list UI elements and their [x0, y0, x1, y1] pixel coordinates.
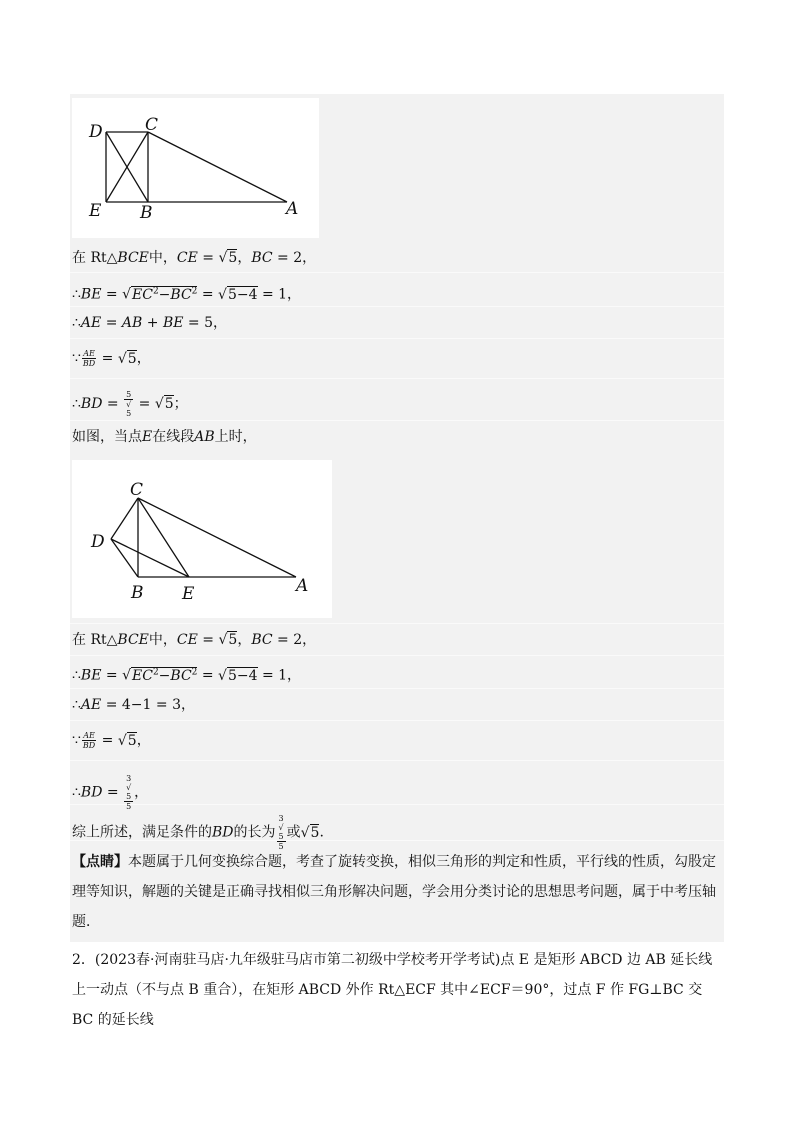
case1-line3: ∴AE = AB + BE = 5， — [72, 315, 228, 331]
label-d: D — [91, 532, 105, 552]
comment-text: 本题属于几何变换综合题，考查了旋转变换，相似三角形的判定和性质，平行线的性质，勾股定理等知识，解题的关键是正确寻找相似三角形解决问题，学会用分类讨论的思想思考问题，属于中考压轴题． — [72, 854, 716, 930]
label-d: D — [89, 122, 103, 142]
summary-line: 综上所述，满足条件的BD的长为 3 √ 5 5 或√5. — [72, 814, 324, 851]
case2-line5: ∴BD = 3 √ 5 5 ， — [72, 774, 149, 811]
segment-ca — [138, 498, 296, 577]
case2-line4: ∵ $\frac{AE}{BD}$ = √5， — [72, 731, 151, 750]
label-a: A — [296, 576, 309, 596]
case1-line5: ∴BD = 5 √ 5 = √5； — [72, 390, 188, 418]
label-a: A — [286, 199, 299, 219]
transition-line: 如图，当点E在线段AB上时， — [72, 429, 257, 445]
segment-ca — [148, 132, 287, 202]
label-e: E — [182, 584, 195, 604]
case1-line1: 在 Rt△BCE中，CE = √5，BC = 2， — [72, 250, 317, 266]
case2-line2: ∴BE = $√EC^2-BC^2 = √5-4 = 1$， — [72, 667, 302, 684]
question-2: 2．(2023春·河南驻马店·九年级驻马店市第二初级中学校考开学考试)点 E 是矩形 ABCD 边 AB 延长线上一动点（不与点 B 重合），在矩形 ABCD 外作 Rt△ECF 其中∠ECF＝90°，过点 F 作 FG⊥BC 交 BC 的延长线 — [72, 952, 713, 1028]
comment-paragraph — [72, 847, 722, 937]
figure-1-diagram — [72, 98, 319, 238]
label-b: B — [131, 583, 144, 603]
label-b: B — [140, 203, 153, 223]
figure-2-diagram — [72, 460, 332, 618]
case1-line2: ∴BE = $√EC^2-BC^2 = √5-4 = 1$， — [72, 286, 302, 303]
comment-tag: 【点睛】 — [72, 854, 128, 870]
label-c: C — [130, 480, 144, 500]
figure-2 — [72, 460, 332, 618]
figure-1 — [72, 98, 319, 238]
segment-db — [111, 539, 138, 577]
label-c: C — [145, 115, 159, 135]
case2-line1: 在 Rt△BCE中，CE = √5，BC = 2， — [72, 632, 317, 648]
case1-line4: ∵ $\frac{AE}{BD}$ = √5， — [72, 349, 151, 368]
case2-line3: ∴AE = 4−1 = 3， — [72, 697, 195, 713]
segment-cd — [111, 498, 138, 539]
label-e: E — [89, 201, 102, 221]
